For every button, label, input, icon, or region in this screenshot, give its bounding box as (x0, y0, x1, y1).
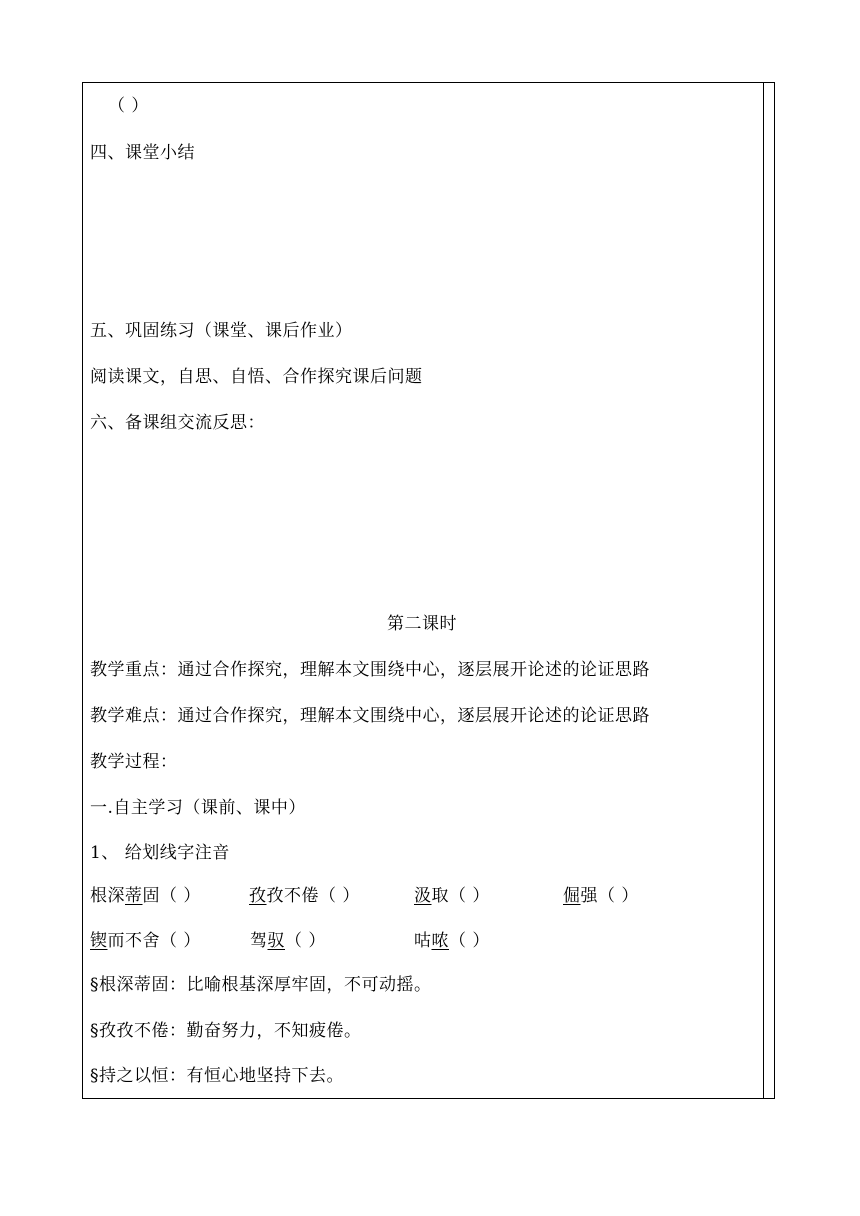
teaching-process: 教学过程： (90, 752, 178, 772)
section-practice-heading: 五、巩固练习（课堂、课后作业） (90, 321, 353, 341)
word-item: 根深蒂固（ ） (90, 886, 201, 906)
definition-3: §持之以恒：有恒心地坚持下去。 (90, 1066, 344, 1086)
task-1: 1、 给划线字注音 (90, 843, 230, 863)
word-item: 驾驭（ ） (250, 931, 326, 951)
word-item: 锲而不舍（ ） (90, 931, 201, 951)
word-item: 汲取（ ） (414, 886, 490, 906)
section-summary-heading: 四、课堂小结 (90, 143, 195, 163)
word-item: 孜孜不倦（ ） (249, 886, 360, 906)
teaching-focus: 教学重点：通过合作探究，理解本文围绕中心，逐层展开论述的论证思路 (90, 660, 650, 680)
practice-text: 阅读课文，自思、自悟、合作探究课后问题 (90, 367, 423, 387)
definition-2: §孜孜不倦：勤奋努力，不知疲倦。 (90, 1021, 362, 1041)
word-item: 倔强（ ） (563, 886, 639, 906)
lesson-title: 第二课时 (387, 614, 457, 634)
table-right-border-line (763, 82, 764, 1099)
answer-paren: （ ） (108, 96, 149, 116)
definition-1: §根深蒂固：比喻根基深厚牢固，不可动摇。 (90, 975, 432, 995)
section-reflection-heading: 六、备课组交流反思： (90, 413, 265, 433)
teaching-difficulty: 教学难点：通过合作探究，理解本文围绕中心，逐层展开论述的论证思路 (90, 706, 650, 726)
self-study-heading: 一.自主学习（课前、课中） (90, 798, 306, 818)
word-item: 咕哝（ ） (414, 931, 490, 951)
